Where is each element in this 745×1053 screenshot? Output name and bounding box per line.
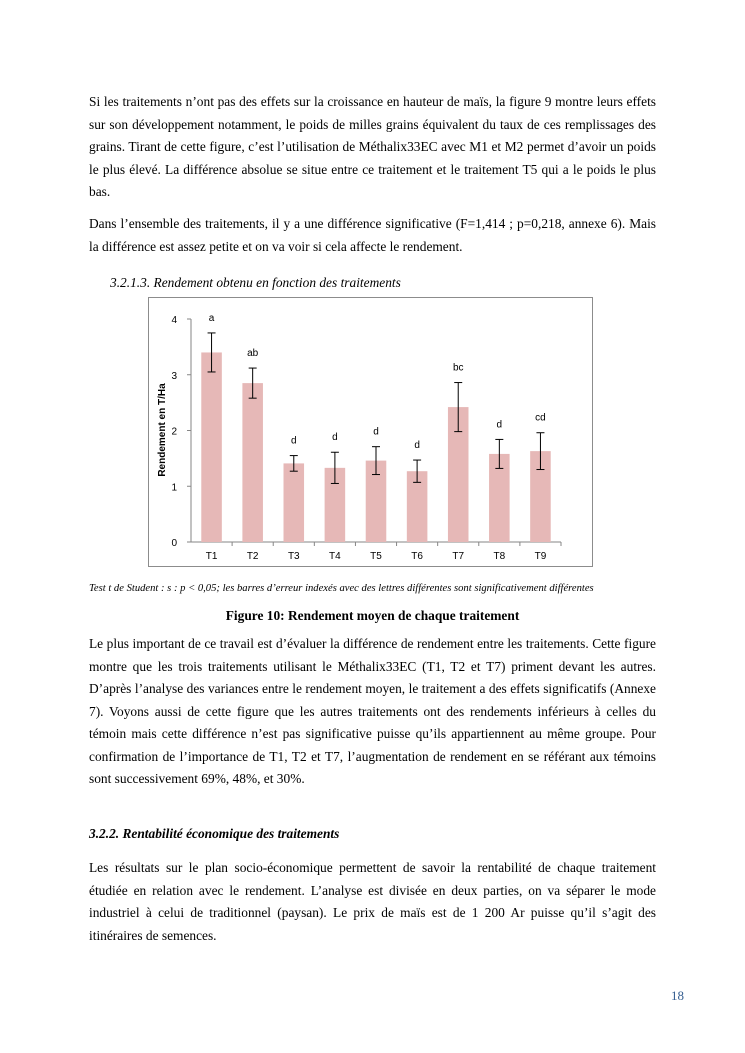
x-tick-label-t7: T7 xyxy=(452,551,465,562)
y-tick-label: 0 xyxy=(171,538,177,549)
y-tick-label: 1 xyxy=(171,482,177,494)
x-tick-label-t4: T4 xyxy=(329,551,341,562)
figure-note: Test t de Student : s : p < 0,05; les barres d’erreur indexés avec des lettres différentes sont significativement différentes xyxy=(89,583,594,594)
x-tick-label-t9: T9 xyxy=(534,551,547,562)
significance-label-t9: cd xyxy=(535,412,546,424)
x-tick-label-t6: T6 xyxy=(411,551,423,562)
y-axis-title: Rendement en T/Ha xyxy=(157,383,168,477)
page-number: 18 xyxy=(671,988,684,1003)
bar-t1 xyxy=(201,352,222,542)
x-tick-labels xyxy=(206,542,561,562)
paragraph-results: Le plus important de ce travail est d’évaluer la différence de rendement entre les traitements. Cette figure montre que les trois traitements utilisant le Méthalix33EC (T1, T2 et T7) priment devant les autres. D’après l’analyse des variances entre le rendement moyen, le traitement a des effets significatifs (Annexe 7). Voyons aussi de cette figure que les autres traitements ont des rendements inférieurs à celles du témoin mais cette différence n’est pas significative puisse qu’ils appartiennent au même groupe. Pour confirmation de l’importance de T1, T2 et T7, l’augmentation de rendement en se référant aux témoins sont successivement 69%, 48%, et 30%. xyxy=(89,636,656,786)
y-tick-label: 2 xyxy=(171,426,177,438)
y-tick-label: 4 xyxy=(171,315,177,326)
x-tick-label-t3: T3 xyxy=(287,551,300,562)
x-tick-label-t2: T2 xyxy=(246,551,259,562)
significance-label-t5: d xyxy=(373,426,379,438)
yield-chart xyxy=(148,297,593,567)
section-heading-3-2-2: 3.2.2. Rentabilité économique des traitements xyxy=(89,826,340,841)
yield-bar-chart-svg xyxy=(149,298,594,568)
x-tick-label-t1: T1 xyxy=(205,551,218,562)
significance-label-t8: d xyxy=(496,419,503,431)
y-tick-label: 3 xyxy=(171,370,177,382)
y-ticks xyxy=(171,315,191,549)
section-heading-3-2-1-3: 3.2.1.3. Rendement obtenu en fonction des traitements xyxy=(110,275,401,290)
significance-label-t2: ab xyxy=(247,348,259,360)
paragraph-intro: Si les traitements n’ont pas des effets sur la croissance en hauteur de maïs, la figure 9 montre leurs effets sur son développement notamment, le poids de milles grains équivalent du taux de ces remplissages des grains. Tirant de cette figure, c’est l’utilisation de Méthalix33EC avec M1 et M2 permet d’avoir un poids le plus élevé. La différence absolue se situe entre ce traitement et le traitement T5 qui a le poids le plus bas. xyxy=(89,94,656,199)
paragraph-anova: Dans l’ensemble des traitements, il y a une différence significative (F=1,414 ; p=0,218, annexe 6). Mais la différence est assez petite et on va voir si cela affecte le rendement. xyxy=(89,216,656,254)
significance-label-t3: d xyxy=(290,435,297,447)
figure-caption: Figure 10: Rendement moyen de chaque traitement xyxy=(225,608,520,623)
bar-t2 xyxy=(242,383,263,542)
significance-label-t7: bc xyxy=(452,362,464,374)
significance-label-t6: d xyxy=(414,440,420,452)
significance-label-t4: d xyxy=(332,432,338,444)
x-tick-label-t8: T8 xyxy=(493,551,506,562)
bar-t3 xyxy=(284,463,305,542)
x-tick-label-t5: T5 xyxy=(370,551,382,562)
paragraph-economics: Les résultats sur le plan socio-économique permettent de savoir la rentabilité de chaque traitement étudiée en relation avec le rendement. L’analyse est divisée en deux parties, on va séparer le mode industriel à celui de traditionnel (paysan). Le prix de maïs est de 1 200 Ar puisse qu’il s’agit des itinéraires de semences. xyxy=(89,860,656,943)
significance-label-t1: a xyxy=(208,312,215,324)
